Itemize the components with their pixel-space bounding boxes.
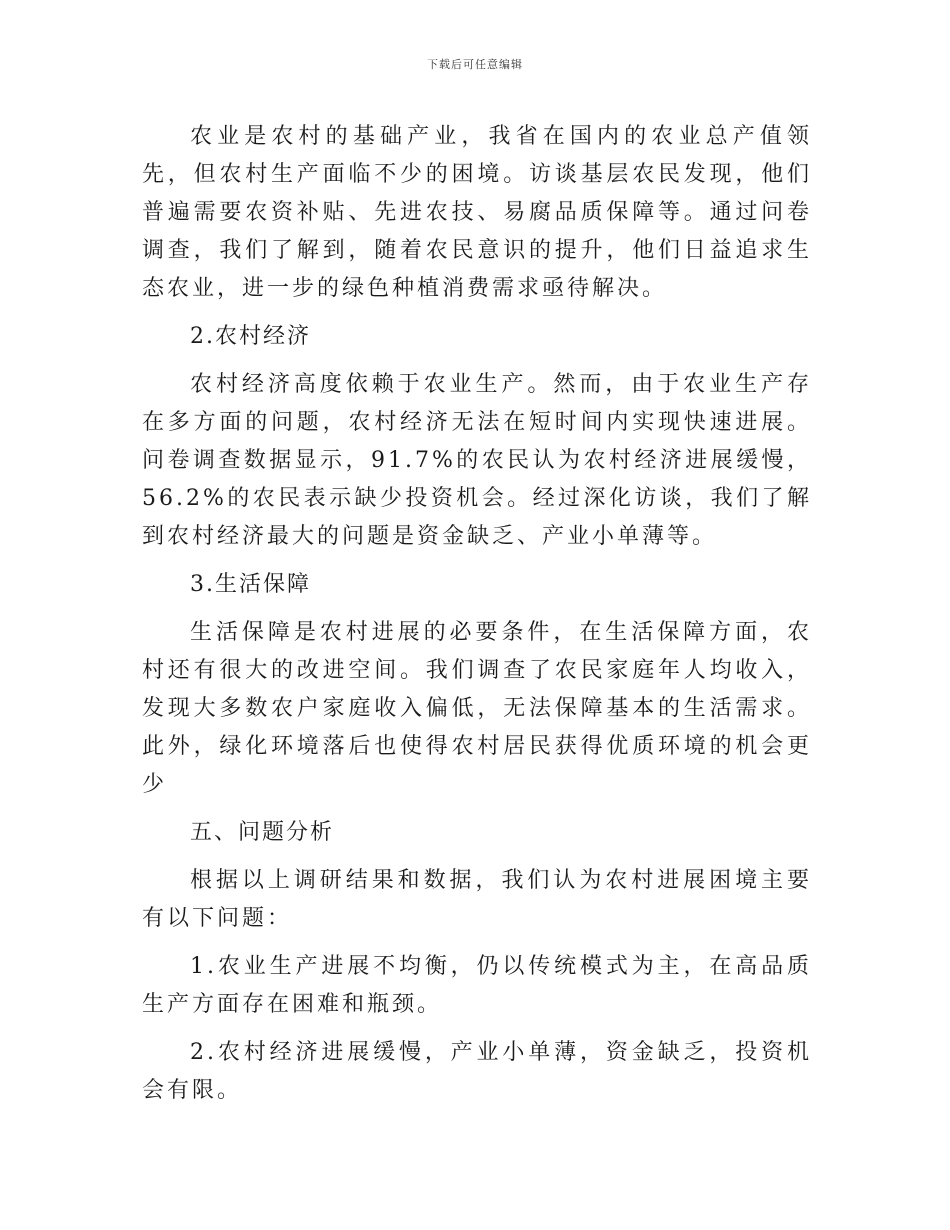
heading-life-security: 3.生活保障 xyxy=(190,572,311,597)
heading-rural-economy: 2.农村经济 xyxy=(190,324,311,349)
page-header: 下载后可任意编辑 xyxy=(427,58,523,71)
list-item-problem-1: 1.农业生产进展不均衡，仍以传统模式为主，在高品质生产方面存在困难和瓶颈。 xyxy=(142,954,812,1017)
paragraph-problem-analysis: 根据以上调研结果和数据，我们认为农村进展困境主要有以下问题： xyxy=(142,868,812,931)
list-item-problem-2: 2.农村经济进展缓慢，产业小单薄，资金缺乏，投资机会有限。 xyxy=(142,1040,812,1103)
heading-problem-analysis: 五、问题分析 xyxy=(190,820,335,845)
paragraph-life-security: 生活保障是农村进展的必要条件，在生活保障方面，农村还有很大的改进空间。我们调查了农民家庭年人均收入，发现大多数农户家庭收入偏低，无法保障基本的生活需求。此外，绿化环境落后也使得农村居民获得优质环境的机会更少 xyxy=(142,620,812,797)
document-body xyxy=(142,118,812,1120)
paragraph-rural-economy: 农村经济高度依赖于农业生产。然而，由于农业生产存在多方面的问题，农村经济无法在短时间内实现快速进展。问卷调查数据显示，91.7%的农民认为农村经济进展缓慢，56.2%的农民表示缺少投资机会。经过深化访谈，我们了解到农村经济最大的问题是资金缺乏、产业小单薄等。 xyxy=(142,372,812,549)
paragraph-agriculture: 农业是农村的基础产业，我省在国内的农业总产值领先，但农村生产面临不少的困境。访谈基层农民发现，他们普遍需要农资补贴、先进农技、易腐品质保障等。通过问卷调查，我们了解到，随着农民意识的提升，他们日益追求生态农业，进一步的绿色种植消费需求亟待解决。 xyxy=(142,124,812,301)
